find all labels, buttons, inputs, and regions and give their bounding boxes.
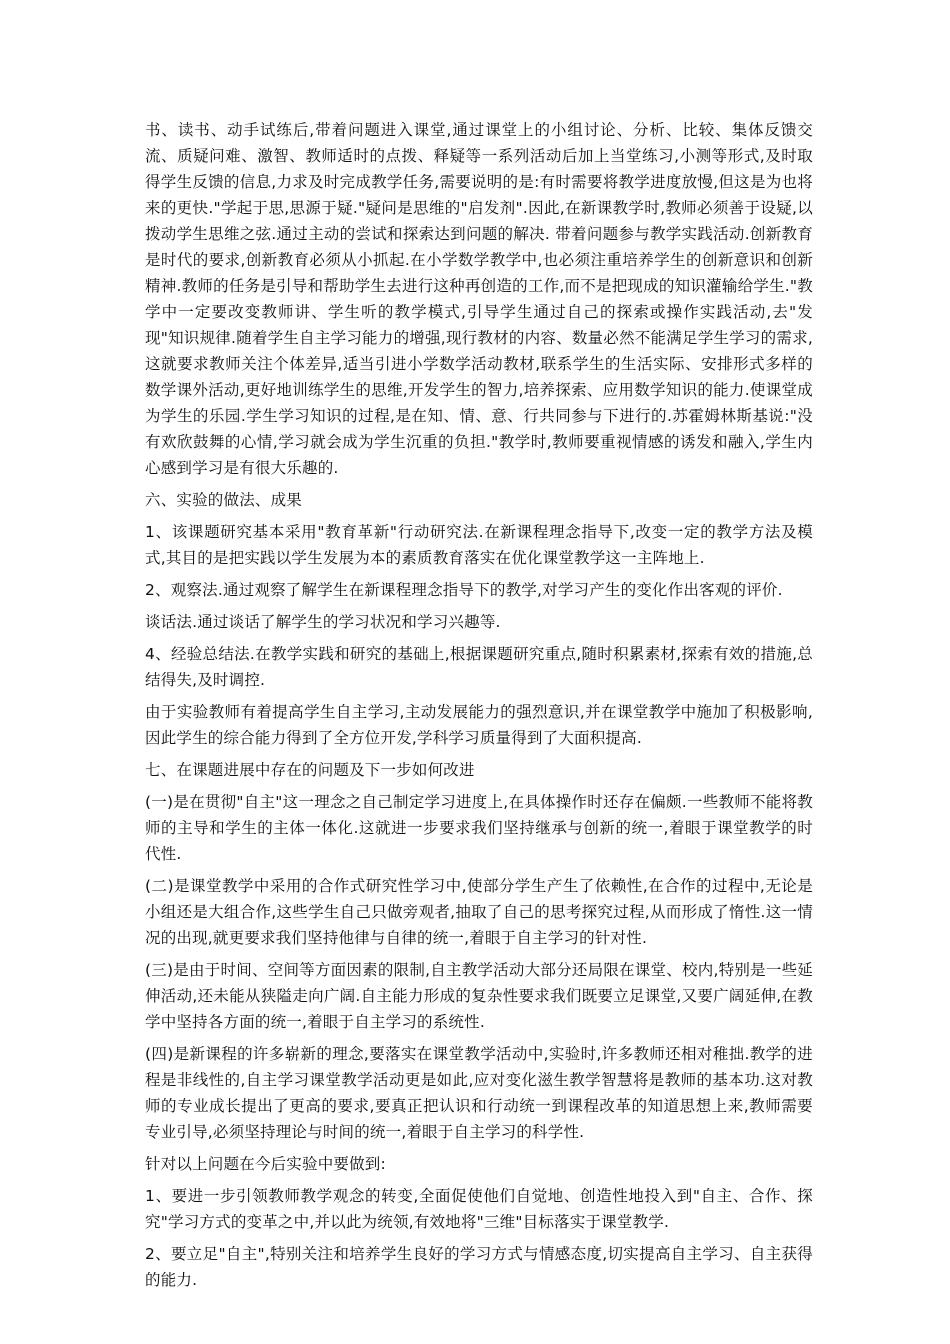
problem-item-2: (二)是课堂教学中采用的合作式研究性学习中,使部分学生产生了依赖性,在合作的过程中,无论是小组还是大组合作,这些学生自己只做旁观者,抽取了自己的思考探究过程,从而形成了惰性.这一情况的出现,就更要求我们坚持他律与自律的统一,着眼于自主学习的针对性.: [145, 877, 813, 947]
plan-item-2: 2、要立足"自主",特别关注和培养学生良好的学习方式与情感态度,切实提高自主学习、自主获得的能力.: [145, 1245, 813, 1289]
problem-item-1: (一)是在贯彻"自主"这一理念之自己制定学习进度上,在具体操作时还存在偏颇.一些教师不能将教师的主导和学生的主体一体化.这就进一步要求我们坚持继承与创新的统一,着眼于课堂教学的时代性.: [145, 793, 813, 863]
document-body: [145, 117, 813, 1299]
method-item-2: 2、观察法.通过观察了解学生在新课程理念指导下的教学,对学习产生的变化作出客观的评价.: [145, 581, 783, 599]
paragraph-intro: 书、读书、动手试练后,带着问题进入课堂,通过课堂上的小组讨论、分析、比较、集体反馈交流、质疑问难、激智、教师适时的点拨、释疑等一系列活动后加上当堂练习,小测等形式,及时取得学生反馈的信息,力求及时完成教学任务,需要说明的是:有时需要将教学进度放慢,但这是为也将来的更快."学起于思,思源于疑."疑问是思维的"启发剂".因此,在新课教学时,教师必须善于设疑,以拨动学生思维之弦.通过主动的尝试和探索达到问题的解决. 带着问题参与教学实践活动.创新教育是时代的要求,创新教育必须从小抓起.在小学数学教学中,也必须注重培养学生的创新意识和创新精神.教师的任务是引导和帮助学生去进行这种再创造的工作,而不是把现成的知识灌输给学生."教学中一定要改变教师讲、学生听的教学模式,引导学生通过自己的探索或操作实践活动,去"发现"知识规律.随着学生自主学习能力的增强,现行教材的内容、数量必然不能满足学生学习的需求,这就要求教师关注个体差异,适当引进小学数学活动教材,联系学生的生活实际、安排形式多样的数学课外活动,更好地训练学生的思维,开发学生的智力,培养探索、应用数学知识的能力.使课堂成为学生的乐园.学生学习知识的过程,是在知、情、意、行共同参与下进行的.苏霍姆林斯基说:"没有欢欣鼓舞的心情,学习就会成为学生沉重的负担."教学时,教师要重视情感的诱发和融入,学生内心感到学习是有很大乐趣的.: [145, 121, 813, 477]
method-item-4: 4、经验总结法.在教学实践和研究的基础上,根据课题研究重点,随时积累素材,探索有效的措施,总结得失,及时调控.: [145, 645, 813, 689]
problem-item-4: (四)是新课程的许多崭新的理念,要落实在课堂教学活动中,实验时,许多教师还相对稚拙.教学的进程是非线性的,自主学习课堂教学活动更是如此,应对变化滋生教学智慧将是教师的基本功.这对教师的专业成长提出了更高的要求,要真正把认识和行动统一到课程改革的知道思想上来,教师需要专业引导,必须坚持理论与时间的统一,着眼于自主学习的科学性.: [145, 1045, 813, 1141]
section-heading-6: 六、实验的做法、成果: [145, 491, 303, 509]
plan-item-1: 1、要进一步引领教师教学观念的转变,全面促使他们自觉地、创造性地投入到"自主、合作、探究"学习方式的变革之中,并以此为统领,有效地将"三维"目标落实于课堂教学.: [145, 1187, 813, 1231]
plan-intro: 针对以上问题在今后实验中要做到:: [145, 1155, 386, 1173]
section-heading-7: 七、在课题进展中存在的问题及下一步如何改进: [145, 761, 475, 779]
results-paragraph: 由于实验教师有着提高学生自主学习,主动发展能力的强烈意识,并在课堂教学中施加了积极影响,因此学生的综合能力得到了全方位开发,学科学习质量得到了大面积提高.: [145, 703, 813, 747]
problem-item-3: (三)是由于时间、空间等方面因素的限制,自主教学活动大部分还局限在课堂、校内,特别是一些延伸活动,还未能从狭隘走向广阔.自主能力形成的复杂性要求我们既要立足课堂,又要广阔延伸,在教学中坚持各方面的统一,着眼于自主学习的系统性.: [145, 961, 813, 1031]
method-item-1: 1、该课题研究基本采用"教育革新"行动研究法.在新课程理念指导下,改变一定的教学方法及模式,其目的是把实践以学生发展为本的素质教育落实在优化课堂教学这一主阵地上.: [145, 523, 813, 567]
method-item-3: 谈话法.通过谈话了解学生的学习状况和学习兴趣等.: [145, 613, 501, 631]
